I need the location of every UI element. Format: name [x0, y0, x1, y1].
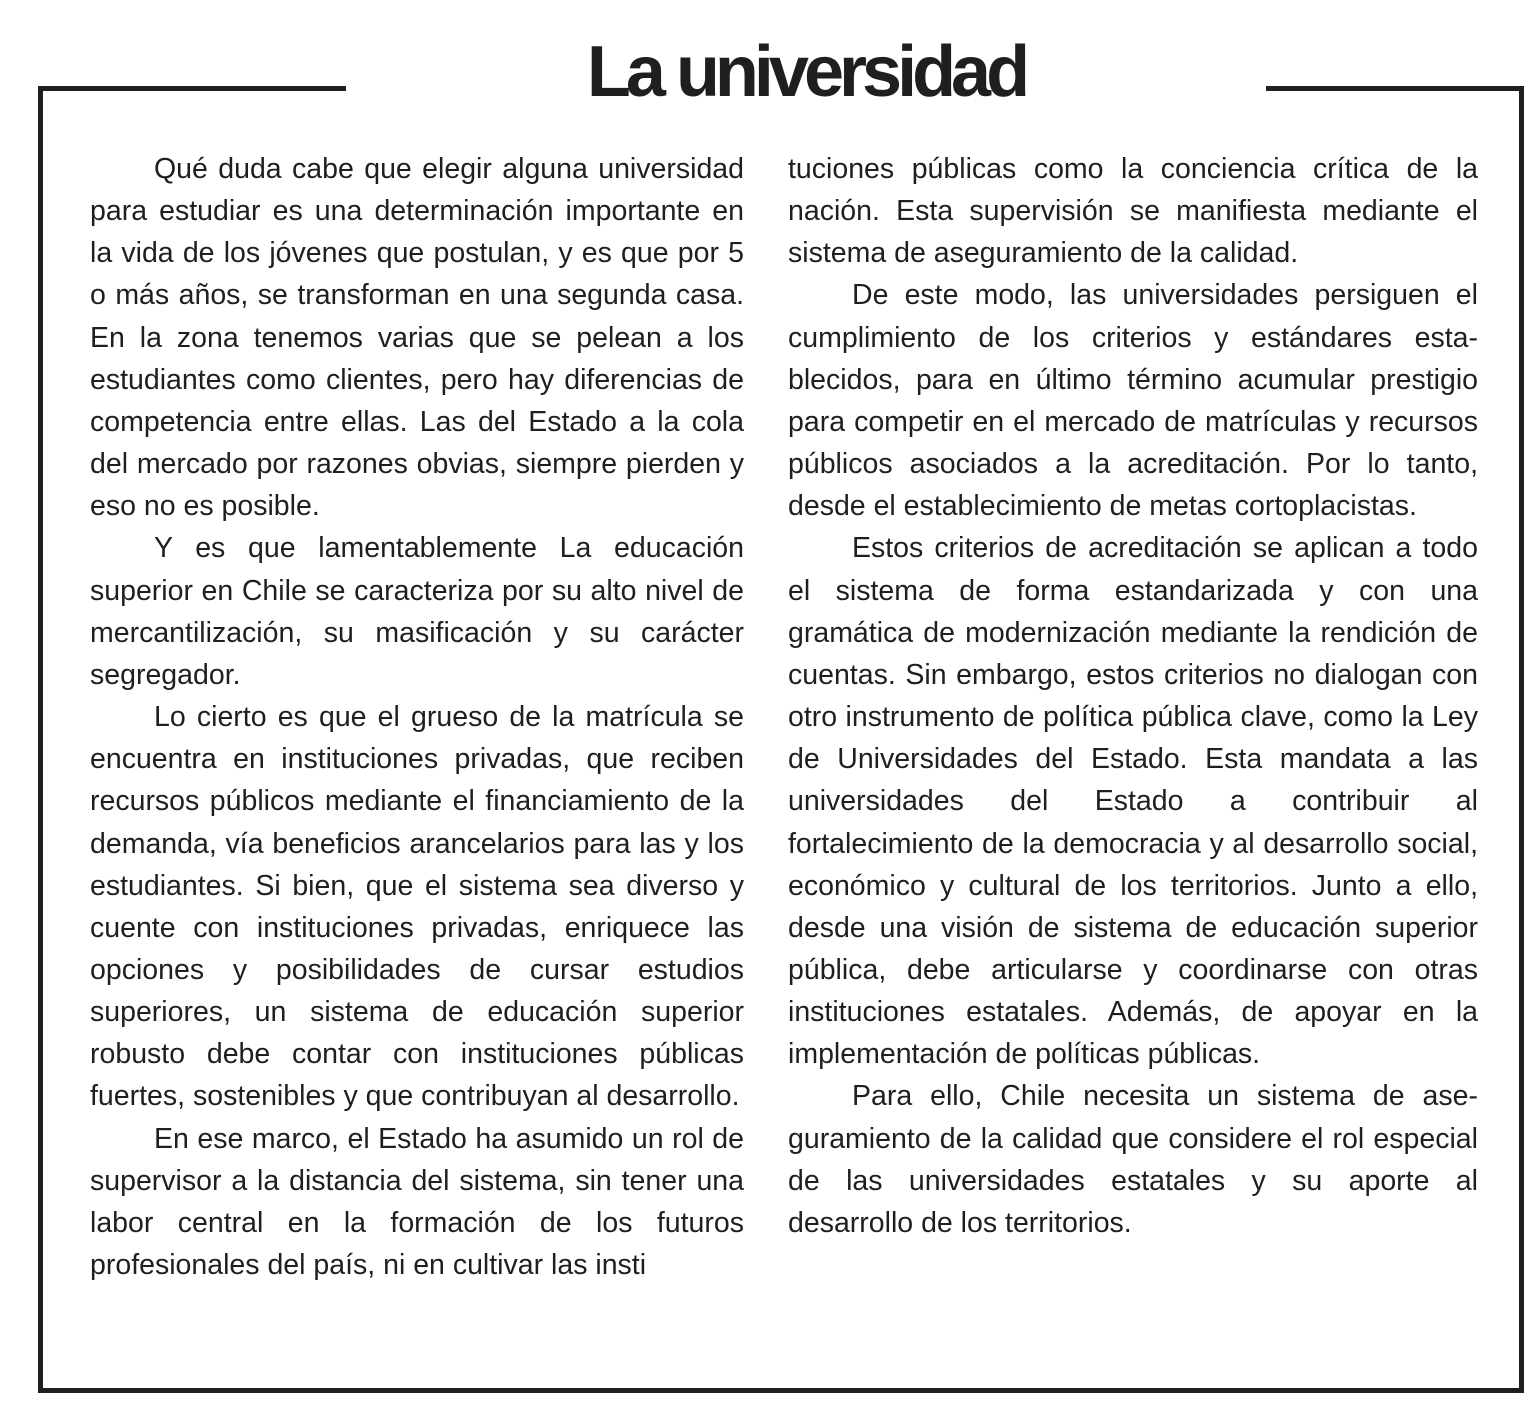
paragraph-continuation: tuciones públicas como la conciencia crítica de la nación. Esta supervisión se manifiesta mediante el sistema de aseguramiento de la calidad. [788, 153, 1478, 270]
paragraph: Estos criterios de acreditación se aplican a todo el sistema de forma estandarizada y con una gramática de modernización mediante la rendición de cuentas. Sin embargo, estos criterios no dialogan con otro instrumento de política pública clave, como la Ley de Universidades del Estado. Esta mandata a las universidades del Estado a contribuir al fortalecimiento de la democracia y al desarrollo social, económico y cultural de los territorios. Junto a ello, desde una visión de sistema de educación superior pública, debe articularse y coordinarse con otras instituciones estatales. Además, de apoyar en la implementación de políticas públicas. [788, 532, 1478, 1071]
paragraph: Y es que lamentablemente La educación superior en Chile se caracteriza por su alto nivel de mercantilización, su masificación y su carácter segregador. [90, 532, 744, 691]
paragraph: Lo cierto es que el grueso de la matrícula se encuentra en instituciones privadas, que reciben recursos públicos mediante el financiamiento de la demanda, vía beneficios arancelarios para las y los estudiantes. Si bien, que el sistema sea diverso y cuente con instituciones privadas, enriquece las opciones y posibilidades de cursar estudios superiores, un sistema de educación superior robusto debe contar con instituciones públicas fuertes, sostenibles y que contribuyan al desarrollo. [90, 701, 744, 1113]
article-column-right [788, 148, 1478, 1244]
paragraph: Qué duda cabe que elegir alguna universidad para estudiar es una determinación importante en la vida de los jóvenes que postulan, y es que por 5 o más años, se transforman en una segunda casa. En la zona tenemos varias que se pelean a los estudiantes como clientes, pero hay diferencias de competencia entre ellas. Las del Estado a la cola del mercado por razones obvias, siempre pierden y eso no es posible. [90, 153, 744, 523]
paragraph: De este modo, las universidades persiguen el cumplimiento de los criterios y estándares establecidos, para en último término acumular prestigio para competir en el mercado de matrículas y recursos públicos asociados a la acreditación. Por lo tanto, desde el establecimiento de metas cortoplacistas. [788, 279, 1478, 523]
paragraph: Para ello, Chile necesita un sistema de aseguramiento de la calidad que considere el rol especial de las universidades estatales y su aporte al desarrollo de los territorios. [788, 1080, 1478, 1239]
paragraph: En ese marco, el Estado ha asumido un rol de supervisor a la distancia del sistema, sin tener una labor central en la formación de los futuros profesionales del país, ni en cultivar las insti [90, 1122, 744, 1282]
article-column-left [90, 148, 744, 1286]
article-title: La universidad [586, 32, 1026, 112]
